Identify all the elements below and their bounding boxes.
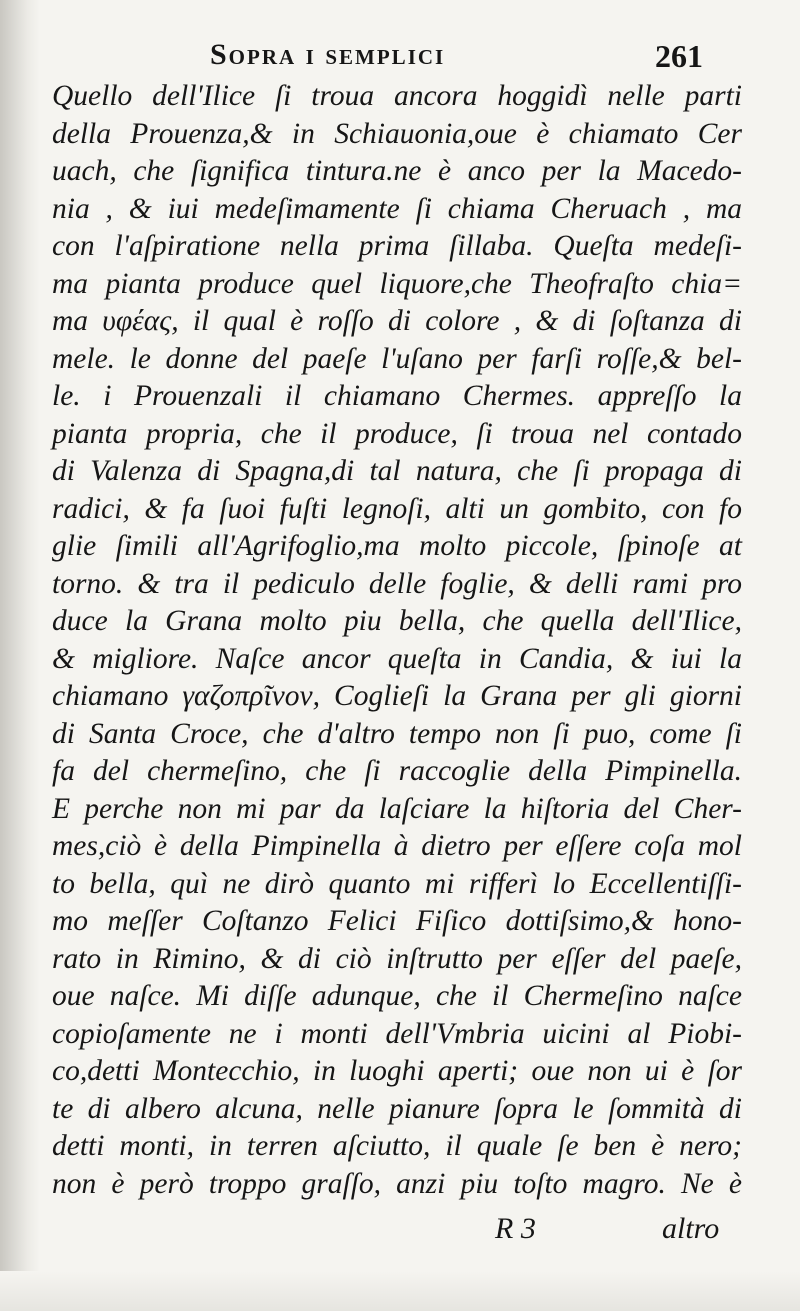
text-line: con l'aſpiratione nella prima ſillaba. Queſta medeſi- (52, 230, 742, 262)
page-number: 261 (655, 38, 703, 74)
text-line: te di albero alcuna, nelle pianure ſopra le ſommità di (52, 1092, 742, 1125)
running-title: Sopra i semplici (210, 38, 446, 71)
text-line: ma pianta produce quel liquore,che Theofraſto chia= (52, 267, 742, 300)
text-line: radici, & fa ſuoi fuſti legnoſi, alti un gombito, con fo (52, 492, 742, 525)
text-line: ma υφέας, il qual è roſſo di colore , & di ſoſtanza di (52, 305, 742, 337)
signature-mark: R 3 (495, 1212, 536, 1245)
text-line: della Prouenza,& in Schiauonia,oue è chiamato Cer (52, 117, 742, 150)
text-line: le. i Prouenzali il chiamano Chermes. appreſſo la (52, 380, 742, 412)
page-gutter-shadow (0, 0, 40, 1311)
page-bottom-shadow (0, 1271, 800, 1311)
text-line: mes,ciò è della Pimpinella à dietro per eſſere coſa mol (52, 830, 742, 862)
text-line: torno. & tra il pediculo delle foglie, & delli rami pro (52, 567, 742, 600)
text-line: nia , & iui medeſimamente ſi chiama Cheruach , ma (52, 192, 742, 225)
text-line: E perche non mi par da laſciare la hiſtoria del Cher- (52, 792, 742, 825)
text-line: & migliore. Naſce ancor queſta in Candia, & iui la (52, 642, 742, 675)
text-line: uach, che ſignifica tintura.ne è anco per la Macedo- (52, 155, 742, 187)
text-line: mele. le donne del paeſe l'uſano per farſi roſſe,& bel- (52, 342, 742, 375)
text-line: duce la Grana molto piu bella, che quella dell'Ilice, (52, 605, 742, 637)
text-line: di Valenza di Spagna,di tal natura, che ſi propaga di (52, 455, 742, 487)
text-line: glie ſimili all'Agrifoglio,ma molto piccole, ſpinoſe at (52, 530, 742, 562)
text-line: Quello dell'Ilice ſi troua ancora hoggidì nelle parti (52, 80, 742, 112)
text-line: co,detti Montecchio, in luoghi aperti; oue non ui è ſor (52, 1055, 742, 1087)
text-line: chiamano γαζοπρῖνον, Coglieſi la Grana per gli giorni (52, 680, 742, 712)
text-line: di Santa Croce, che d'altro tempo non ſi puo, come ſi (52, 717, 742, 750)
text-line: mo meſſer Coſtanzo Felici Fiſico dottiſsimo,& hono- (52, 905, 742, 937)
text-line: to bella, quì ne dirò quanto mi rifferì lo Eccellentiſſi- (52, 867, 742, 900)
catchword: altro (662, 1212, 720, 1245)
text-line: detti monti, in terren aſciutto, il quale ſe ben è nero; (52, 1130, 742, 1162)
text-line: copioſamente ne i monti dell'Vmbria uicini al Piobi- (52, 1017, 742, 1050)
text-line: pianta propria, che il produce, ſi troua nel contado (52, 417, 742, 450)
page-footer (0, 1212, 800, 1256)
text-line: rato in Rimino, & di ciò inſtrutto per eſſer del paeſe, (52, 942, 742, 975)
text-line: fa del chermeſino, che ſi raccoglie della Pimpinella. (52, 755, 742, 787)
text-line: oue naſce. Mi diſſe adunque, che il Chermeſino naſce (52, 980, 742, 1012)
running-head (0, 38, 800, 82)
body-text (52, 78, 742, 1203)
text-line: non è però troppo graſſo, anzi piu toſto magro. Ne è (52, 1167, 742, 1200)
